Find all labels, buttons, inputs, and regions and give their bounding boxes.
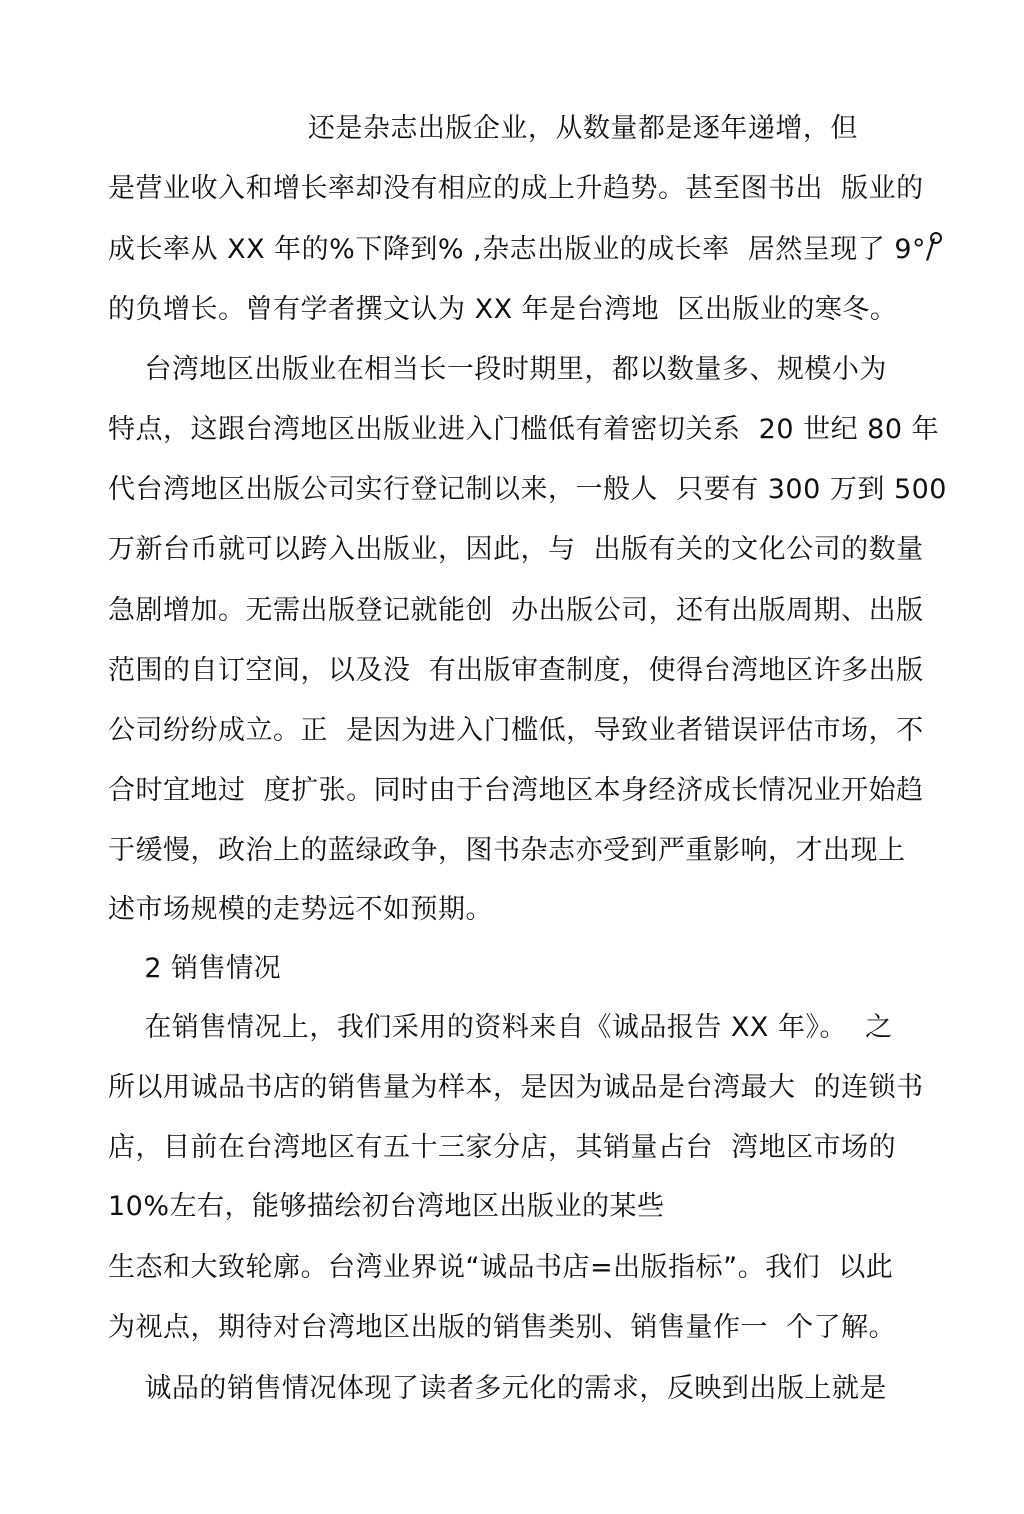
text-line: 急剧增加。无需出版登记就能创 办出版公司，还有出版周期、出版 (108, 595, 924, 626)
text-line: 10%左右，能够描绘初台湾地区出版业的某些 (108, 1191, 665, 1222)
section-heading: 2 销售情况 (108, 953, 282, 984)
text-line: 是营业收入和增长率却没有相应的成上升趋势。甚至图书出 版业的 (108, 173, 924, 204)
text-line: 合时宜地过 度扩张。同时由于台湾地区本身经济成长情况业开始趋 (108, 775, 924, 806)
text-line: 范围的自订空间，以及没 有出版审查制度，使得台湾地区许多出版 (108, 655, 924, 686)
text-line: 于缓慢，政治上的蓝绿政争，图书杂志亦受到严重影响，才出现上 (108, 835, 906, 866)
text-line: 店，目前在台湾地区有五十三家分店，其销量占台 湾地区市场的 (108, 1132, 897, 1163)
text-line: 还是杂志出版企业，从数量都是逐年递增，但 (108, 113, 858, 144)
text-line: 台湾地区出版业在相当长一段时期里，都以数量多、规模小为 (108, 354, 887, 385)
text-line: 万新台币就可以跨入出版业，因此，与 出版有关的文化公司的数量 (108, 534, 924, 565)
text-line: 所以用诚品书店的销售量为样本，是因为诚品是台湾最大 的连锁书 (108, 1072, 924, 1103)
text-line: 成长率从 XX 年的%下降到% ,杂志出版业的成长率 居然呈现了 9°/ (108, 234, 936, 265)
text-line: 为视点，期待对台湾地区出版的销售类别、销售量作一 个了解。 (108, 1312, 897, 1343)
text-line: 代台湾地区出版公司实行登记制以来，一般人 只要有 300 万到 500 (108, 474, 947, 505)
text-line: 诚品的销售情况体现了读者多元化的需求，反映到出版上就是 (108, 1373, 887, 1404)
text-line: 特点，这跟台湾地区出版业进入门槛低有着密切关系 20 世纪 80 年 (108, 414, 940, 445)
degree-mark (930, 232, 942, 244)
text-line: 公司纷纷成立。正 是因为进入门槛低，导致业者错误评估市场，不 (108, 715, 924, 746)
text-line: 在销售情况上，我们采用的资料来自《诚品报告 XX 年》。 之 (108, 1012, 893, 1043)
text-line: 述市场规模的走势远不如预期。 (108, 894, 493, 925)
text-line: 的负增长。曾有学者撰文认为 XX 年是台湾地 区出版业的寒冬。 (108, 294, 898, 325)
text-line: 生态和大致轮廓。台湾业界说“诚品书店=出版指标”。我们 以此 (108, 1252, 894, 1283)
